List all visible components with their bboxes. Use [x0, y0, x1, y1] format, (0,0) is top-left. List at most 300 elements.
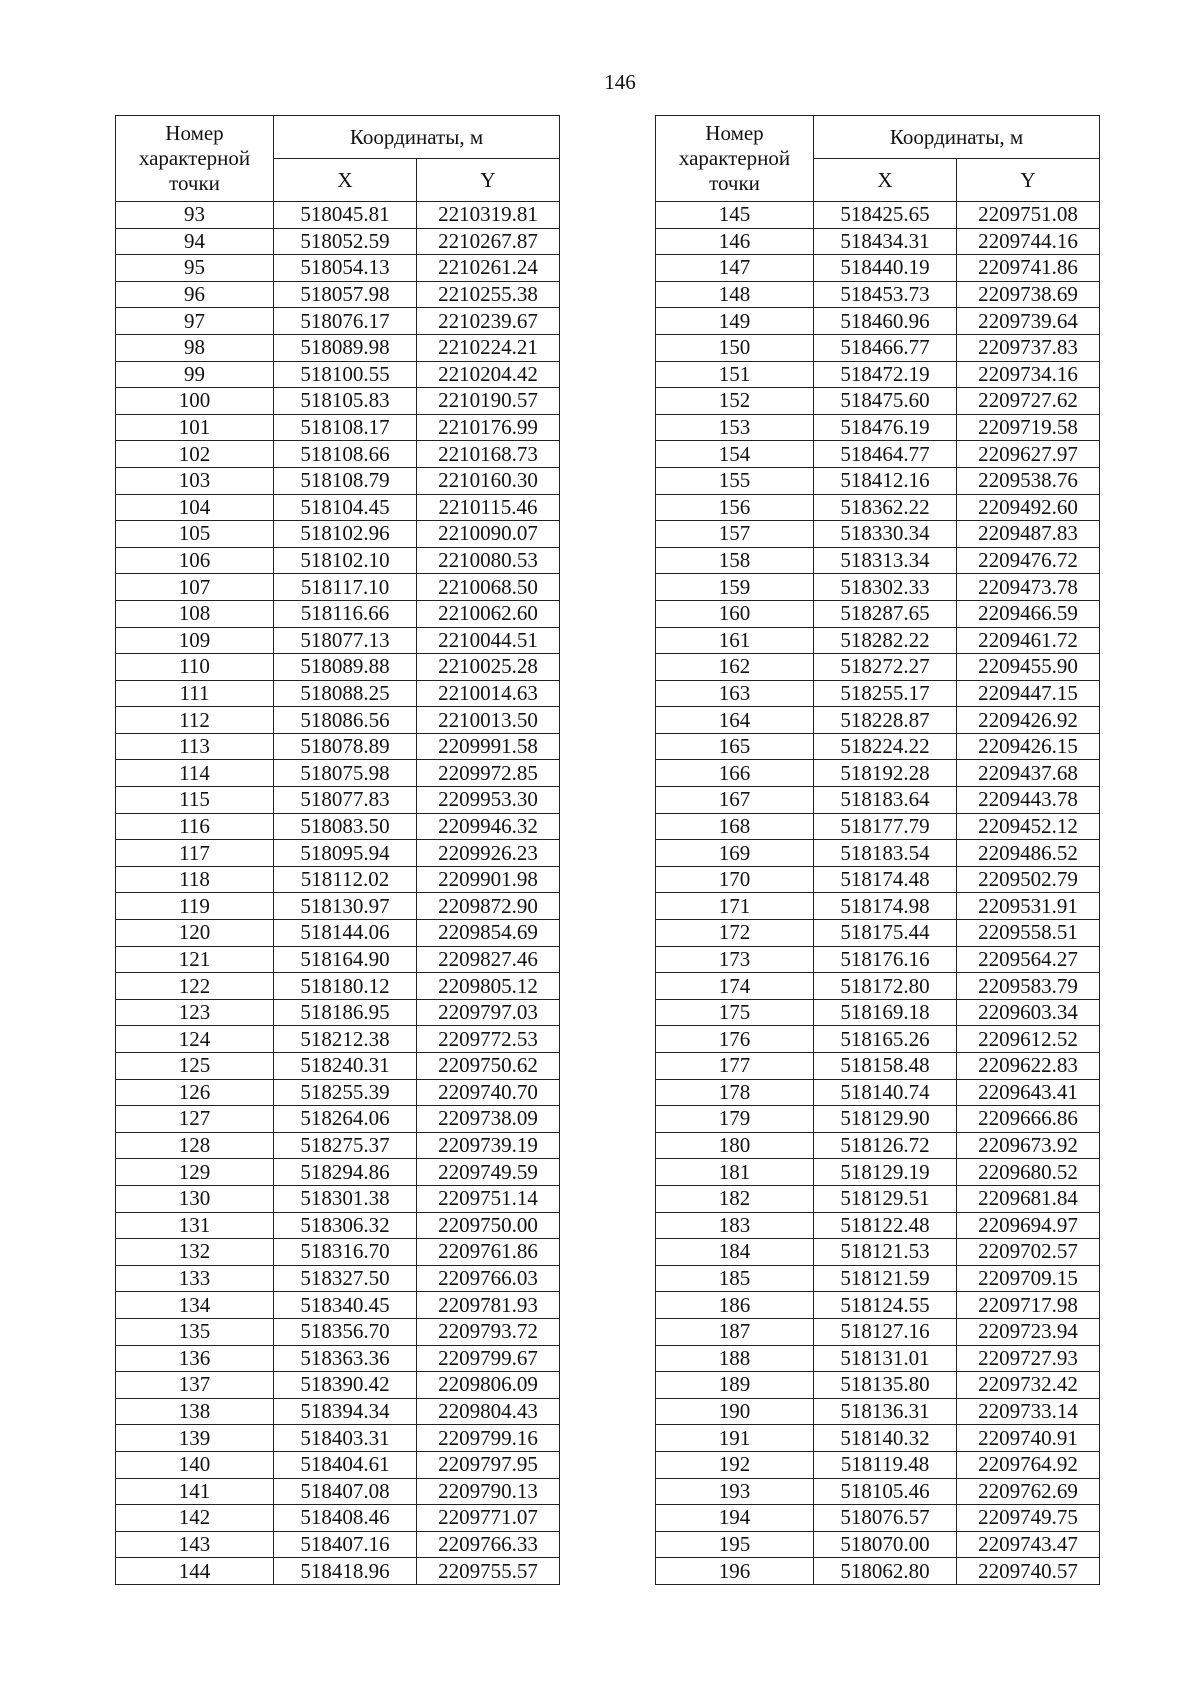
table-row: [656, 946, 1100, 973]
y-coordinate-cell: 2210267.87: [417, 228, 560, 255]
point-number-cell: 146: [656, 228, 814, 255]
x-coordinate-cell: 518183.54: [814, 840, 957, 867]
header-x: X: [274, 159, 417, 202]
y-coordinate-cell: 2209426.15: [957, 733, 1100, 760]
table-row: [656, 1425, 1100, 1452]
point-number-cell: 132: [116, 1239, 274, 1266]
table-row: [116, 334, 560, 361]
x-coordinate-cell: 518052.59: [274, 228, 417, 255]
point-number-cell: 185: [656, 1265, 814, 1292]
x-coordinate-cell: 518394.34: [274, 1398, 417, 1425]
table-row: [656, 1106, 1100, 1133]
table-row: [656, 467, 1100, 494]
y-coordinate-cell: 2210319.81: [417, 202, 560, 229]
point-number-cell: 126: [116, 1079, 274, 1106]
y-coordinate-cell: 2209772.53: [417, 1026, 560, 1053]
y-coordinate-cell: 2209447.15: [957, 680, 1100, 707]
point-number-cell: 170: [656, 866, 814, 893]
x-coordinate-cell: 518472.19: [814, 361, 957, 388]
x-coordinate-cell: 518390.42: [274, 1372, 417, 1399]
y-coordinate-cell: 2210239.67: [417, 308, 560, 335]
point-number-cell: 184: [656, 1239, 814, 1266]
y-coordinate-cell: 2210176.99: [417, 414, 560, 441]
table-row: [656, 228, 1100, 255]
x-coordinate-cell: 518183.64: [814, 787, 957, 814]
x-coordinate-cell: 518313.34: [814, 547, 957, 574]
table-row: [656, 308, 1100, 335]
header-coordinates: Координаты, м: [274, 116, 560, 159]
x-coordinate-cell: 518129.19: [814, 1159, 957, 1186]
x-coordinate-cell: 518089.88: [274, 654, 417, 681]
table-row: [116, 574, 560, 601]
y-coordinate-cell: 2209762.69: [957, 1478, 1100, 1505]
table-row: [656, 1053, 1100, 1080]
table-row: [116, 1425, 560, 1452]
x-coordinate-cell: 518275.37: [274, 1132, 417, 1159]
point-number-cell: 105: [116, 521, 274, 548]
y-coordinate-cell: 2209749.59: [417, 1159, 560, 1186]
y-coordinate-cell: 2209492.60: [957, 494, 1100, 521]
point-number-cell: 116: [116, 813, 274, 840]
point-number-cell: 122: [116, 973, 274, 1000]
point-number-cell: 141: [116, 1478, 274, 1505]
table-row: [656, 999, 1100, 1026]
y-coordinate-cell: 2209558.51: [957, 920, 1100, 947]
x-coordinate-cell: 518466.77: [814, 334, 957, 361]
y-coordinate-cell: 2209751.14: [417, 1185, 560, 1212]
y-coordinate-cell: 2209719.58: [957, 414, 1100, 441]
table-row: [116, 255, 560, 282]
table-row: [656, 1451, 1100, 1478]
y-coordinate-cell: 2209827.46: [417, 946, 560, 973]
y-coordinate-cell: 2209766.03: [417, 1265, 560, 1292]
header-y: Y: [957, 159, 1100, 202]
point-number-cell: 104: [116, 494, 274, 521]
point-number-cell: 102: [116, 441, 274, 468]
x-coordinate-cell: 518172.80: [814, 973, 957, 1000]
y-coordinate-cell: 2209455.90: [957, 654, 1100, 681]
point-number-cell: 99: [116, 361, 274, 388]
x-coordinate-cell: 518140.74: [814, 1079, 957, 1106]
x-coordinate-cell: 518301.38: [274, 1185, 417, 1212]
x-coordinate-cell: 518077.13: [274, 627, 417, 654]
point-number-cell: 123: [116, 999, 274, 1026]
table-row: [116, 920, 560, 947]
point-number-cell: 108: [116, 600, 274, 627]
x-coordinate-cell: 518407.16: [274, 1531, 417, 1558]
x-coordinate-cell: 518100.55: [274, 361, 417, 388]
point-number-cell: 157: [656, 521, 814, 548]
y-coordinate-cell: 2209734.16: [957, 361, 1100, 388]
header-point-number: Номер характерной точки: [656, 116, 814, 202]
y-coordinate-cell: 2209443.78: [957, 787, 1100, 814]
y-coordinate-cell: 2210068.50: [417, 574, 560, 601]
table-row: [656, 281, 1100, 308]
x-coordinate-cell: 518108.66: [274, 441, 417, 468]
y-coordinate-cell: 2209732.42: [957, 1372, 1100, 1399]
x-coordinate-cell: 518129.51: [814, 1185, 957, 1212]
table-row: [116, 1531, 560, 1558]
point-number-cell: 192: [656, 1451, 814, 1478]
table-row: [116, 1079, 560, 1106]
point-number-cell: 159: [656, 574, 814, 601]
point-number-cell: 173: [656, 946, 814, 973]
point-number-cell: 128: [116, 1132, 274, 1159]
table-row: [656, 388, 1100, 415]
x-coordinate-cell: 518176.16: [814, 946, 957, 973]
x-coordinate-cell: 518077.83: [274, 787, 417, 814]
x-coordinate-cell: 518108.79: [274, 467, 417, 494]
table-row: [116, 281, 560, 308]
x-coordinate-cell: 518453.73: [814, 281, 957, 308]
y-coordinate-cell: 2210190.57: [417, 388, 560, 415]
y-coordinate-cell: 2209738.09: [417, 1106, 560, 1133]
table-row: [116, 1345, 560, 1372]
point-number-cell: 147: [656, 255, 814, 282]
x-coordinate-cell: 518121.53: [814, 1239, 957, 1266]
y-coordinate-cell: 2210204.42: [417, 361, 560, 388]
y-coordinate-cell: 2210014.63: [417, 680, 560, 707]
x-coordinate-cell: 518174.48: [814, 866, 957, 893]
x-coordinate-cell: 518054.13: [274, 255, 417, 282]
point-number-cell: 130: [116, 1185, 274, 1212]
table-row: [656, 1079, 1100, 1106]
y-coordinate-cell: 2209755.57: [417, 1558, 560, 1585]
point-number-cell: 136: [116, 1345, 274, 1372]
point-number-cell: 177: [656, 1053, 814, 1080]
point-number-cell: 138: [116, 1398, 274, 1425]
x-coordinate-cell: 518086.56: [274, 707, 417, 734]
table-row: [656, 654, 1100, 681]
table-row: [656, 494, 1100, 521]
point-number-cell: 111: [116, 680, 274, 707]
table-row: [116, 1558, 560, 1585]
y-coordinate-cell: 2210025.28: [417, 654, 560, 681]
point-number-cell: 96: [116, 281, 274, 308]
table-row: [656, 1292, 1100, 1319]
table-row: [656, 1398, 1100, 1425]
x-coordinate-cell: 518126.72: [814, 1132, 957, 1159]
table-row: [656, 760, 1100, 787]
x-coordinate-cell: 518112.02: [274, 866, 417, 893]
point-number-cell: 143: [116, 1531, 274, 1558]
point-number-cell: 95: [116, 255, 274, 282]
y-coordinate-cell: 2209743.47: [957, 1531, 1100, 1558]
x-coordinate-cell: 518158.48: [814, 1053, 957, 1080]
point-number-cell: 127: [116, 1106, 274, 1133]
table-row: [656, 1531, 1100, 1558]
table-row: [656, 600, 1100, 627]
x-coordinate-cell: 518294.86: [274, 1159, 417, 1186]
y-coordinate-cell: 2209564.27: [957, 946, 1100, 973]
table-row: [656, 1372, 1100, 1399]
y-coordinate-cell: 2209749.75: [957, 1505, 1100, 1532]
x-coordinate-cell: 518174.98: [814, 893, 957, 920]
table-row: [656, 334, 1100, 361]
point-number-cell: 115: [116, 787, 274, 814]
point-number-cell: 110: [116, 654, 274, 681]
point-number-cell: 181: [656, 1159, 814, 1186]
table-row: [116, 840, 560, 867]
x-coordinate-cell: 518070.00: [814, 1531, 957, 1558]
x-coordinate-cell: 518078.89: [274, 733, 417, 760]
table-row: [116, 1505, 560, 1532]
x-coordinate-cell: 518089.98: [274, 334, 417, 361]
point-number-cell: 175: [656, 999, 814, 1026]
table-row: [116, 893, 560, 920]
x-coordinate-cell: 518135.80: [814, 1372, 957, 1399]
point-number-cell: 171: [656, 893, 814, 920]
x-coordinate-cell: 518418.96: [274, 1558, 417, 1585]
table-row: [116, 627, 560, 654]
point-number-cell: 156: [656, 494, 814, 521]
x-coordinate-cell: 518434.31: [814, 228, 957, 255]
y-coordinate-cell: 2209473.78: [957, 574, 1100, 601]
y-coordinate-cell: 2209612.52: [957, 1026, 1100, 1053]
y-coordinate-cell: 2209627.97: [957, 441, 1100, 468]
x-coordinate-cell: 518403.31: [274, 1425, 417, 1452]
table-row: [116, 1292, 560, 1319]
y-coordinate-cell: 2209723.94: [957, 1318, 1100, 1345]
x-coordinate-cell: 518316.70: [274, 1239, 417, 1266]
table-row: [116, 680, 560, 707]
header-point-number: Номер характерной точки: [116, 116, 274, 202]
x-coordinate-cell: 518476.19: [814, 414, 957, 441]
point-number-cell: 124: [116, 1026, 274, 1053]
table-row: [116, 600, 560, 627]
point-number-cell: 117: [116, 840, 274, 867]
x-coordinate-cell: 518175.44: [814, 920, 957, 947]
x-coordinate-cell: 518105.83: [274, 388, 417, 415]
x-coordinate-cell: 518363.36: [274, 1345, 417, 1372]
table-row: [116, 441, 560, 468]
x-coordinate-cell: 518356.70: [274, 1318, 417, 1345]
table-row: [116, 1212, 560, 1239]
x-coordinate-cell: 518306.32: [274, 1212, 417, 1239]
x-coordinate-cell: 518045.81: [274, 202, 417, 229]
table-row: [116, 813, 560, 840]
table-row: [116, 787, 560, 814]
table-row: [116, 707, 560, 734]
x-coordinate-cell: 518186.95: [274, 999, 417, 1026]
table-row: [116, 1478, 560, 1505]
y-coordinate-cell: 2209727.62: [957, 388, 1100, 415]
coordinates-table-right: [655, 115, 1100, 1585]
point-number-cell: 142: [116, 1505, 274, 1532]
point-number-cell: 109: [116, 627, 274, 654]
point-number-cell: 137: [116, 1372, 274, 1399]
x-coordinate-cell: 518224.22: [814, 733, 957, 760]
x-coordinate-cell: 518130.97: [274, 893, 417, 920]
x-coordinate-cell: 518460.96: [814, 308, 957, 335]
x-coordinate-cell: 518440.19: [814, 255, 957, 282]
table-row: [656, 840, 1100, 867]
point-number-cell: 164: [656, 707, 814, 734]
y-coordinate-cell: 2209805.12: [417, 973, 560, 1000]
point-number-cell: 165: [656, 733, 814, 760]
table-row: [116, 467, 560, 494]
point-number-cell: 180: [656, 1132, 814, 1159]
table-row: [656, 255, 1100, 282]
table-row: [656, 1478, 1100, 1505]
header-coordinates: Координаты, м: [814, 116, 1100, 159]
point-number-cell: 167: [656, 787, 814, 814]
point-number-cell: 150: [656, 334, 814, 361]
x-coordinate-cell: 518407.08: [274, 1478, 417, 1505]
y-coordinate-cell: 2209486.52: [957, 840, 1100, 867]
x-coordinate-cell: 518076.57: [814, 1505, 957, 1532]
y-coordinate-cell: 2209806.09: [417, 1372, 560, 1399]
x-coordinate-cell: 518124.55: [814, 1292, 957, 1319]
y-coordinate-cell: 2210115.46: [417, 494, 560, 521]
table-row: [656, 1318, 1100, 1345]
point-number-cell: 186: [656, 1292, 814, 1319]
table-row: [116, 973, 560, 1000]
point-number-cell: 134: [116, 1292, 274, 1319]
point-number-cell: 145: [656, 202, 814, 229]
table-row: [116, 1106, 560, 1133]
table-row: [116, 1185, 560, 1212]
point-number-cell: 151: [656, 361, 814, 388]
point-number-cell: 168: [656, 813, 814, 840]
y-coordinate-cell: 2209972.85: [417, 760, 560, 787]
coordinates-table-left: [115, 115, 560, 1585]
x-coordinate-cell: 518362.22: [814, 494, 957, 521]
point-number-cell: 195: [656, 1531, 814, 1558]
x-coordinate-cell: 518140.32: [814, 1425, 957, 1452]
table-row: [116, 1026, 560, 1053]
point-number-cell: 191: [656, 1425, 814, 1452]
y-coordinate-cell: 2209680.52: [957, 1159, 1100, 1186]
table-row: [116, 1372, 560, 1399]
x-coordinate-cell: 518404.61: [274, 1451, 417, 1478]
point-number-cell: 135: [116, 1318, 274, 1345]
y-coordinate-cell: 2209740.70: [417, 1079, 560, 1106]
y-coordinate-cell: 2209583.79: [957, 973, 1100, 1000]
y-coordinate-cell: 2209740.57: [957, 1558, 1100, 1585]
x-coordinate-cell: 518192.28: [814, 760, 957, 787]
point-number-cell: 140: [116, 1451, 274, 1478]
y-coordinate-cell: 2209781.93: [417, 1292, 560, 1319]
point-number-cell: 121: [116, 946, 274, 973]
point-number-cell: 189: [656, 1372, 814, 1399]
table-row: [116, 547, 560, 574]
table-row: [116, 1132, 560, 1159]
y-coordinate-cell: 2209643.41: [957, 1079, 1100, 1106]
x-coordinate-cell: 518095.94: [274, 840, 417, 867]
y-coordinate-cell: 2209694.97: [957, 1212, 1100, 1239]
y-coordinate-cell: 2210255.38: [417, 281, 560, 308]
y-coordinate-cell: 2209793.72: [417, 1318, 560, 1345]
point-number-cell: 178: [656, 1079, 814, 1106]
x-coordinate-cell: 518144.06: [274, 920, 417, 947]
table-row: [656, 893, 1100, 920]
x-coordinate-cell: 518165.26: [814, 1026, 957, 1053]
x-coordinate-cell: 518122.48: [814, 1212, 957, 1239]
table-row: [116, 1053, 560, 1080]
point-number-cell: 119: [116, 893, 274, 920]
point-number-cell: 196: [656, 1558, 814, 1585]
y-coordinate-cell: 2209737.83: [957, 334, 1100, 361]
x-coordinate-cell: 518180.12: [274, 973, 417, 1000]
table-row: [656, 1212, 1100, 1239]
point-number-cell: 193: [656, 1478, 814, 1505]
table-row: [656, 1026, 1100, 1053]
y-coordinate-cell: 2209717.98: [957, 1292, 1100, 1319]
y-coordinate-cell: 2209799.67: [417, 1345, 560, 1372]
x-coordinate-cell: 518104.45: [274, 494, 417, 521]
table-row: [116, 1265, 560, 1292]
table-row: [656, 920, 1100, 947]
point-number-cell: 154: [656, 441, 814, 468]
table-row: [656, 707, 1100, 734]
table-row: [116, 361, 560, 388]
table-row: [116, 946, 560, 973]
point-number-cell: 149: [656, 308, 814, 335]
y-coordinate-cell: 2209709.15: [957, 1265, 1100, 1292]
y-coordinate-cell: 2209799.16: [417, 1425, 560, 1452]
header-y: Y: [417, 159, 560, 202]
x-coordinate-cell: 518062.80: [814, 1558, 957, 1585]
y-coordinate-cell: 2209727.93: [957, 1345, 1100, 1372]
x-coordinate-cell: 518088.25: [274, 680, 417, 707]
point-number-cell: 114: [116, 760, 274, 787]
x-coordinate-cell: 518255.17: [814, 680, 957, 707]
y-coordinate-cell: 2209797.95: [417, 1451, 560, 1478]
y-coordinate-cell: 2209750.62: [417, 1053, 560, 1080]
y-coordinate-cell: 2209426.92: [957, 707, 1100, 734]
table-row: [656, 547, 1100, 574]
y-coordinate-cell: 2209901.98: [417, 866, 560, 893]
point-number-cell: 183: [656, 1212, 814, 1239]
point-number-cell: 176: [656, 1026, 814, 1053]
point-number-cell: 182: [656, 1185, 814, 1212]
x-coordinate-cell: 518129.90: [814, 1106, 957, 1133]
x-coordinate-cell: 518228.87: [814, 707, 957, 734]
y-coordinate-cell: 2209926.23: [417, 840, 560, 867]
y-coordinate-cell: 2209739.19: [417, 1132, 560, 1159]
y-coordinate-cell: 2210224.21: [417, 334, 560, 361]
x-coordinate-cell: 518102.96: [274, 521, 417, 548]
y-coordinate-cell: 2209750.00: [417, 1212, 560, 1239]
x-coordinate-cell: 518102.10: [274, 547, 417, 574]
x-coordinate-cell: 518076.17: [274, 308, 417, 335]
point-number-cell: 166: [656, 760, 814, 787]
y-coordinate-cell: 2209487.83: [957, 521, 1100, 548]
point-number-cell: 120: [116, 920, 274, 947]
table-row: [656, 680, 1100, 707]
point-number-cell: 103: [116, 467, 274, 494]
table-row: [116, 414, 560, 441]
y-coordinate-cell: 2209741.86: [957, 255, 1100, 282]
y-coordinate-cell: 2209946.32: [417, 813, 560, 840]
table-row: [116, 866, 560, 893]
x-coordinate-cell: 518057.98: [274, 281, 417, 308]
point-number-cell: 125: [116, 1053, 274, 1080]
point-number-cell: 172: [656, 920, 814, 947]
x-coordinate-cell: 518475.60: [814, 388, 957, 415]
table-row: [656, 813, 1100, 840]
y-coordinate-cell: 2209738.69: [957, 281, 1100, 308]
y-coordinate-cell: 2210062.60: [417, 600, 560, 627]
point-number-cell: 106: [116, 547, 274, 574]
point-number-cell: 93: [116, 202, 274, 229]
table-row: [656, 1345, 1100, 1372]
point-number-cell: 169: [656, 840, 814, 867]
table-row: [656, 1185, 1100, 1212]
table-row: [116, 654, 560, 681]
page-number: 146: [604, 70, 636, 94]
